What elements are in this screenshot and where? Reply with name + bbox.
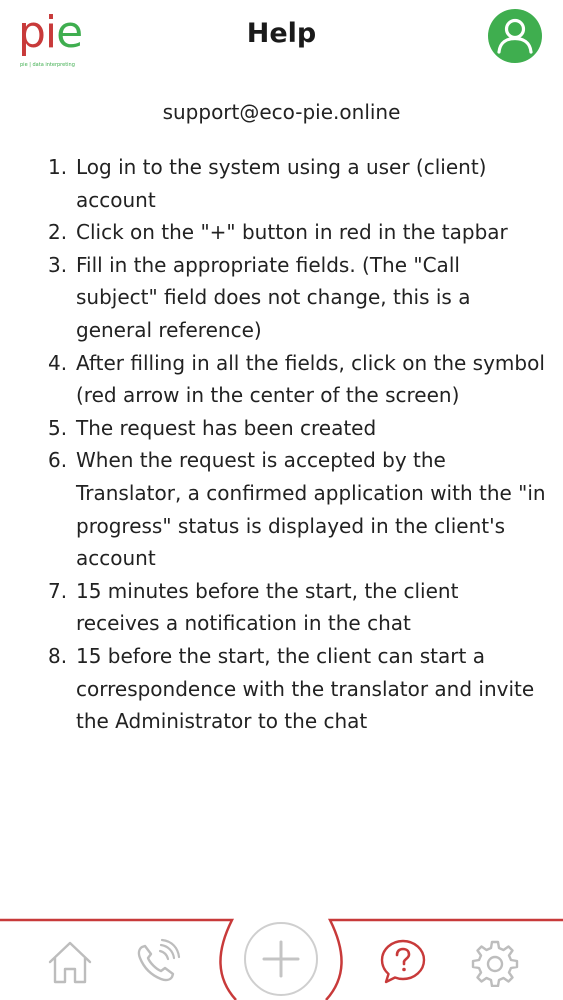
help-icon [378, 937, 428, 987]
step-text: 15 before the start, the client can start a correspondence with the translator and invite the Administrator to the chat [76, 643, 535, 734]
help-steps-list [48, 151, 547, 738]
gear-icon [470, 937, 520, 987]
tab-help[interactable] [378, 937, 428, 987]
tab-home[interactable] [45, 937, 95, 987]
list-item [48, 216, 547, 249]
step-number: 1. [48, 155, 68, 179]
page-title: Help [246, 18, 317, 49]
profile-button[interactable] [488, 9, 542, 63]
logo-wordmark: pie [18, 7, 83, 58]
user-icon [488, 9, 542, 63]
step-text: The request has been created [76, 415, 377, 440]
tab-calls[interactable] [132, 937, 182, 987]
home-icon [45, 937, 95, 987]
list-item [48, 347, 547, 412]
plus-icon [246, 924, 316, 994]
step-number: 6. [48, 448, 68, 473]
add-request-button[interactable] [244, 922, 318, 996]
step-text: After filling in all the fields, click on the symbol (red arrow in the center of the screen) [76, 350, 545, 408]
tab-bar [0, 912, 563, 1000]
support-email[interactable]: support@eco-pie.online [162, 100, 401, 124]
list-item [48, 444, 547, 574]
step-text: Fill in the appropriate fields. (The "Call subject" field does not change, this is a general reference) [76, 252, 471, 342]
step-number: 5. [48, 415, 68, 440]
tab-settings[interactable] [470, 937, 520, 987]
list-item [48, 412, 547, 445]
step-number: 7. [48, 578, 68, 603]
step-number: 4. [48, 350, 68, 375]
header [0, 0, 563, 80]
list-item [48, 575, 547, 640]
step-number: 2. [48, 220, 68, 245]
step-number: 8. [48, 643, 68, 668]
list-item [48, 249, 547, 347]
logo-tagline: pie | data interpreting [20, 62, 75, 68]
step-text: 15 minutes before the start, the client receives a notification in the chat [76, 578, 459, 636]
phone-icon [132, 937, 182, 987]
step-number: 3. [48, 252, 68, 277]
list-item [48, 640, 547, 738]
step-text: Click on the "+" button in red in the tapbar [76, 220, 508, 245]
step-text: When the request is accepted by the Translator, a confirmed application with the "in progress" status is displayed in the client's account [76, 448, 546, 571]
step-text: Log in to the system using a user (client) account [76, 155, 487, 212]
list-item [48, 151, 547, 216]
